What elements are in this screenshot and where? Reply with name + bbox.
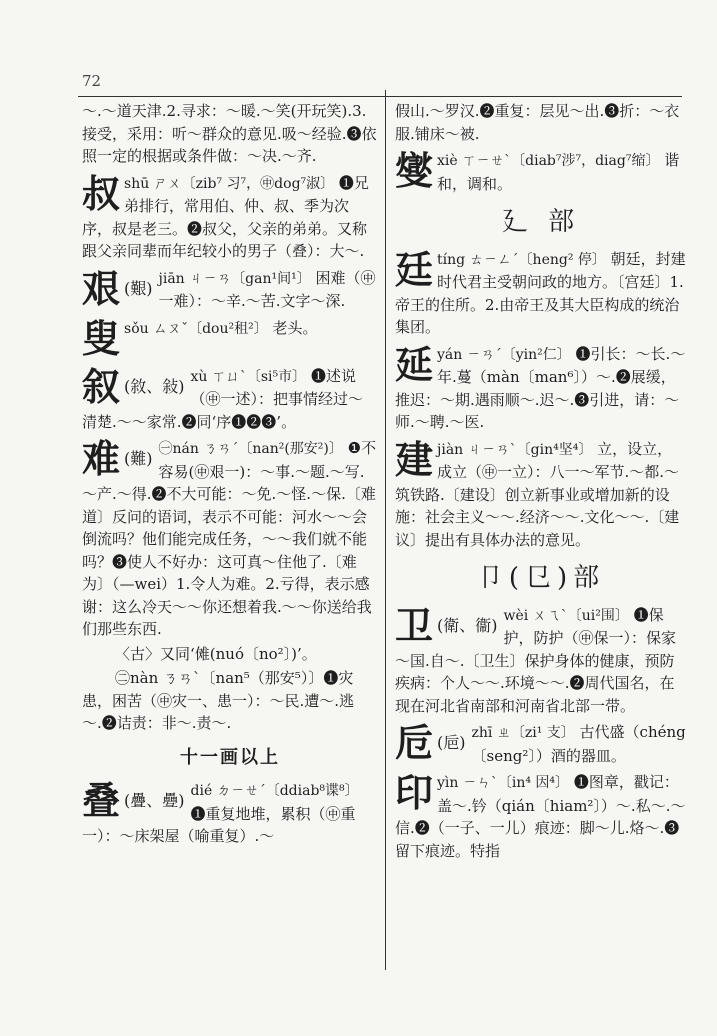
pronunciation: yìn ㄧㄣˋ〔in⁴ 因⁴〕 — [437, 775, 570, 791]
entry-yan — [395, 343, 687, 434]
pronunciation: xiè ㄒㄧㄝˋ〔diab⁷涉⁷，diag⁷缩〕 — [437, 153, 660, 169]
definition: ❶图章，戳记：盖～.钤（qián〔hiam²〕）～.私～.～信.❷（一子、一儿）痕迹：脚～儿.烙～.❸留下痕迹。特指 — [395, 773, 686, 860]
pronunciation: jiàn ㄐㄧㄢˋ〔gin⁴坚⁴〕 — [437, 441, 593, 458]
entry-jian-build — [395, 438, 687, 552]
entry-nan — [82, 437, 378, 641]
headword: 建 — [395, 436, 434, 482]
variant-forms: (敘、敍) — [124, 376, 185, 396]
page-number: 72 — [82, 72, 102, 90]
entry-wei — [395, 604, 687, 718]
left-column — [82, 100, 378, 848]
entry-die — [82, 779, 378, 848]
variant-forms: (疊、疉) — [124, 791, 185, 810]
headword: 叠 — [82, 778, 121, 823]
entry-ting — [395, 248, 687, 339]
definition: ❶述说（㊥一述）：把事情经过～清楚.～～家常.❷同‘序❶❷❸’。 — [82, 366, 364, 431]
variant-forms: (衛、衞) — [437, 615, 498, 635]
pronunciation: jiān ㄐㄧㄢ〔gan¹间¹〕 — [158, 270, 311, 287]
pronunciation: shū ㄕㄨ〔zib⁷ 习⁷，㊥dog⁷淑〕 — [124, 175, 335, 192]
entry-zhi — [395, 721, 687, 767]
definition: 困难（㊥一难）：～辛.～苦.文字～深. — [158, 268, 376, 310]
entry-xu — [82, 365, 378, 434]
stroke-section-heading: 十一画以上 — [180, 746, 280, 768]
radical-heading-yin: 廴 部 — [501, 207, 581, 237]
definition: 朝廷，封建时代君主受朝问政的地方。〔宫廷〕1.帝王的住所。2.由帝王及其大臣构成的统治集团。 — [395, 249, 686, 336]
headword: 卫 — [395, 602, 434, 648]
definition: 立，设立，成立（㊥一立）：八一～军节.～都.～筑铁路.〔建设〕创立新事业或增加新的设施：社会主义～～.经济～～.文化～～.〔建议〕提出有具体办法的意见。 — [395, 439, 680, 549]
headword: 延 — [395, 341, 434, 387]
archaic-note: 〈古〉又同‘傩(nuó〔no²〕)’。 — [115, 644, 317, 663]
headword: 难 — [82, 436, 121, 481]
pronunciation: dié ㄉㄧㄝˊ〔ddiab⁸谍⁸〕 — [190, 783, 359, 799]
headword: 艰 — [82, 265, 121, 311]
right-column — [395, 100, 687, 862]
definition: 谐和，调和。 — [437, 151, 680, 193]
definition: ❶不容易(㊥艰一)：～事.～题.～写.～产.～得.❷不大可能：～免.～怪.～保.〔难道〕反问的语词，表示不可能：河水～～会倒流吗？他们能完成任务，～～我们就不能吗？❸使人不好办：这可真～住他了.〔难为〕（—wei）1.令人为难。2.亏得，表示感谢：这么冷天～～你还想着我.～～你送给我们那些东西. — [82, 439, 377, 638]
headword: 叟 — [82, 315, 121, 361]
pronunciation: yán ㄧㄢˊ〔yin²仁〕 — [437, 346, 571, 363]
continued-text: ～.～道天津.2.寻求：～暖.～笑(开玩笑).3.接受，采用：听～群众的意见.吸～经验.❸依照一定的根据或条件做：～决.～齐. — [82, 102, 377, 165]
entry-sou — [82, 317, 378, 361]
definition: ❶兄弟排行，常用伯、仲、叔、季为次序，叔是老三。❷叔父，父亲的弟弟。又称跟父亲同辈而年纪较小的男子（叠）：大～. — [82, 173, 369, 260]
pronunciation: sǒu ㄙㄡˇ〔dou²租²〕 — [124, 320, 268, 337]
pronunciation: ㊀nán ㄋㄢˊ〔nan²(那安²)〕 — [158, 441, 343, 457]
headword: 印 — [395, 770, 434, 815]
definition: ❶引长：～长.～年.蔓（màn〔man⁶〕）～.❷展缓，推迟：～期.遇雨顺～.迟～.❸引进，请：～师.～聘.～医. — [395, 344, 686, 431]
header-rule — [78, 96, 682, 97]
variant-forms: (艱) — [124, 278, 153, 298]
continued-text: 假山.～罗汉.❷重复：层见～出.❸折：～衣服.铺床～被. — [395, 102, 680, 143]
second-reading: ㊁nàn ㄋㄢˋ〔nan⁵（那安⁵）〕❶灾患，困苦（㊥灾一、患一）：～民.遭～.逃～.❷诘责：非～.责～. — [82, 669, 355, 732]
column-divider — [385, 90, 386, 970]
headword: 卮 — [395, 720, 434, 765]
definition: ❶重复地堆，累积（㊥重一）：～床架屋（喻重复）.～ — [82, 804, 356, 845]
headword: 叙 — [82, 363, 121, 409]
radical-heading-jie: 卩(㔾)部 — [476, 563, 606, 593]
definition: 古代盛（chéng〔seng²〕）酒的器皿。 — [471, 723, 686, 765]
headword: 廷 — [395, 246, 434, 292]
headword: 叔 — [82, 170, 121, 216]
entry-yin — [395, 771, 687, 862]
headword: 燮 — [395, 148, 434, 193]
variant-forms: (巵) — [437, 733, 466, 752]
entry-jian — [82, 267, 378, 313]
entry-shu — [82, 172, 378, 263]
definition: ❶保护，防护（㊥保一）：保家～国.自～.〔卫生〕保护身体的健康，预防疾病：个人～～.环境～～.❷周代国名，在现在河北省南部和河南省北部一带。 — [395, 605, 677, 715]
variant-forms: (難) — [124, 449, 153, 468]
pronunciation: wèi ㄨㄟˋ〔ui²围〕 — [503, 607, 629, 624]
pronunciation: zhī ㄓ〔zi¹ 支〕 — [471, 725, 575, 741]
definition: 老头。 — [272, 318, 318, 337]
pronunciation: xù ㄒㄩˋ〔si⁵市〕 — [190, 368, 307, 385]
entry-xie — [395, 149, 687, 195]
pronunciation: tíng ㄊㄧㄥˊ〔heng² 停〕 — [437, 251, 606, 268]
